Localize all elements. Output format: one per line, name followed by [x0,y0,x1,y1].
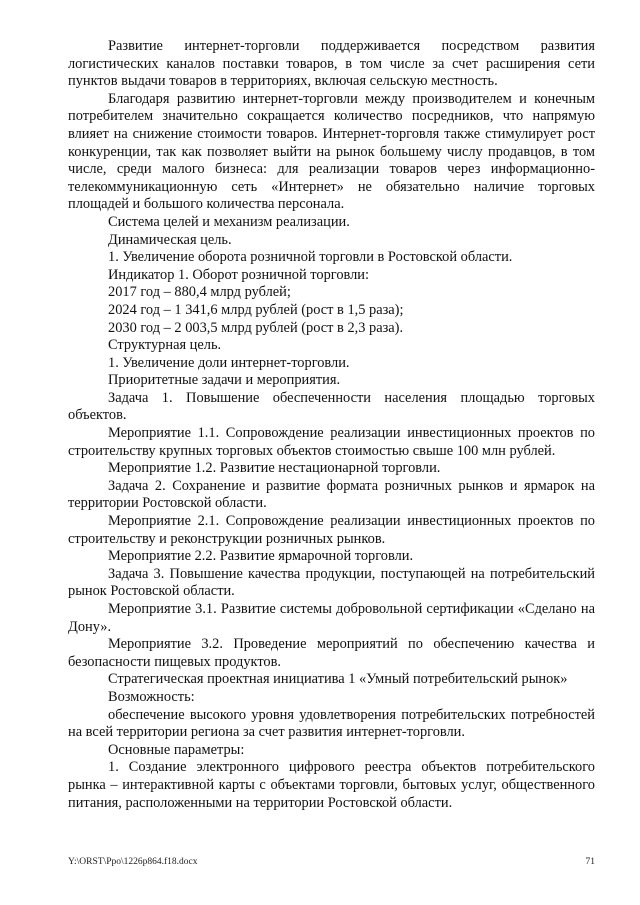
paragraph: Мероприятие 2.2. Развитие ярмарочной торговли. [108,548,414,565]
paragraph: 2024 год – 1 341,6 млрд рублей (рост в 1,5 раза); [108,301,404,318]
paragraph: Динамическая цель. [108,231,232,248]
paragraph: 1. Увеличение оборота розничной торговли в Ростовской области. [108,249,513,266]
document-body [68,38,595,812]
paragraph: Задача 1. Повышение обеспеченности населения площадью торговых объектов. [68,389,595,424]
paragraph: Индикатор 1. Оборот розничной торговли: [108,266,370,283]
paragraph: Мероприятие 1.2. Развитие нестационарной торговли. [108,460,441,477]
paragraph: Мероприятие 2.1. Сопровождение реализации инвестиционных проектов по строительству и реконструкции розничных рынков. [68,513,595,547]
paragraph: 2030 год – 2 003,5 млрд рублей (рост в 2,3 раза). [108,319,404,336]
paragraph: Возможность: [108,688,195,705]
paragraph: 1. Увеличение доли интернет-торговли. [108,354,350,371]
paragraph: Мероприятие 3.2. Проведение мероприятий по обеспечению качества и безопасности пищевых продуктов. [68,636,595,670]
paragraph: Стратегическая проектная инициатива 1 «Умный потребительский рынок» [108,671,568,688]
page-number: 71 [585,857,595,867]
paragraph: Приоритетные задачи и мероприятия. [108,372,341,389]
page-footer [68,857,595,867]
paragraph: Структурная цель. [108,337,222,354]
paragraph: 1. Создание электронного цифрового реестра объектов потребительского рынка – интерактивной карты с объектами торговли, бытовых услуг, общественного питания, расположенными на территории Ростовской области. [68,759,595,811]
paragraph: Мероприятие 3.1. Развитие системы добровольной сертификации «Сделано на Дону». [68,601,595,635]
paragraph: Система целей и механизм реализации. [108,213,350,230]
paragraph: Благодаря развитию интернет-торговли между производителем и конечным потребителем значительно сокращается количество посредников, что напрямую влияет на снижение стоимости товаров. Интернет-торговля также стимулирует рост конкуренции, так как позволяет выйти на рынок большему числу продавцов, в том числе, среди малого бизнеса: для реализации товаров через информационно-телекоммуникационную сеть «Интернет» не обязательно наличие торговых площадей и большого количества персонала. [68,90,595,213]
file-path: Y:\ORST\Ppo\1226p864.f18.docx [68,857,198,867]
paragraph: Основные параметры: [108,741,245,758]
paragraph: обеспечение высокого уровня удовлетворения потребительских потребностей на всей территории региона за счет развития интернет-торговли. [68,706,595,741]
paragraph: 2017 год – 880,4 млрд рублей; [108,284,291,301]
paragraph: Задача 2. Сохранение и развитие формата розничных рынков и ярмарок на территории Ростовской области. [68,477,595,512]
paragraph: Развитие интернет-торговли поддерживается посредством развития логистических каналов поставки товаров, в том числе за счет расширения сети пунктов выдачи товаров в территориях, включая сельскую местность. [68,38,595,90]
paragraph: Мероприятие 1.1. Сопровождение реализации инвестиционных проектов по строительству крупных торговых объектов стоимостью свыше 100 млн рублей. [68,425,595,459]
paragraph: Задача 3. Повышение качества продукции, поступающей на потребительский рынок Ростовской области. [68,565,595,600]
